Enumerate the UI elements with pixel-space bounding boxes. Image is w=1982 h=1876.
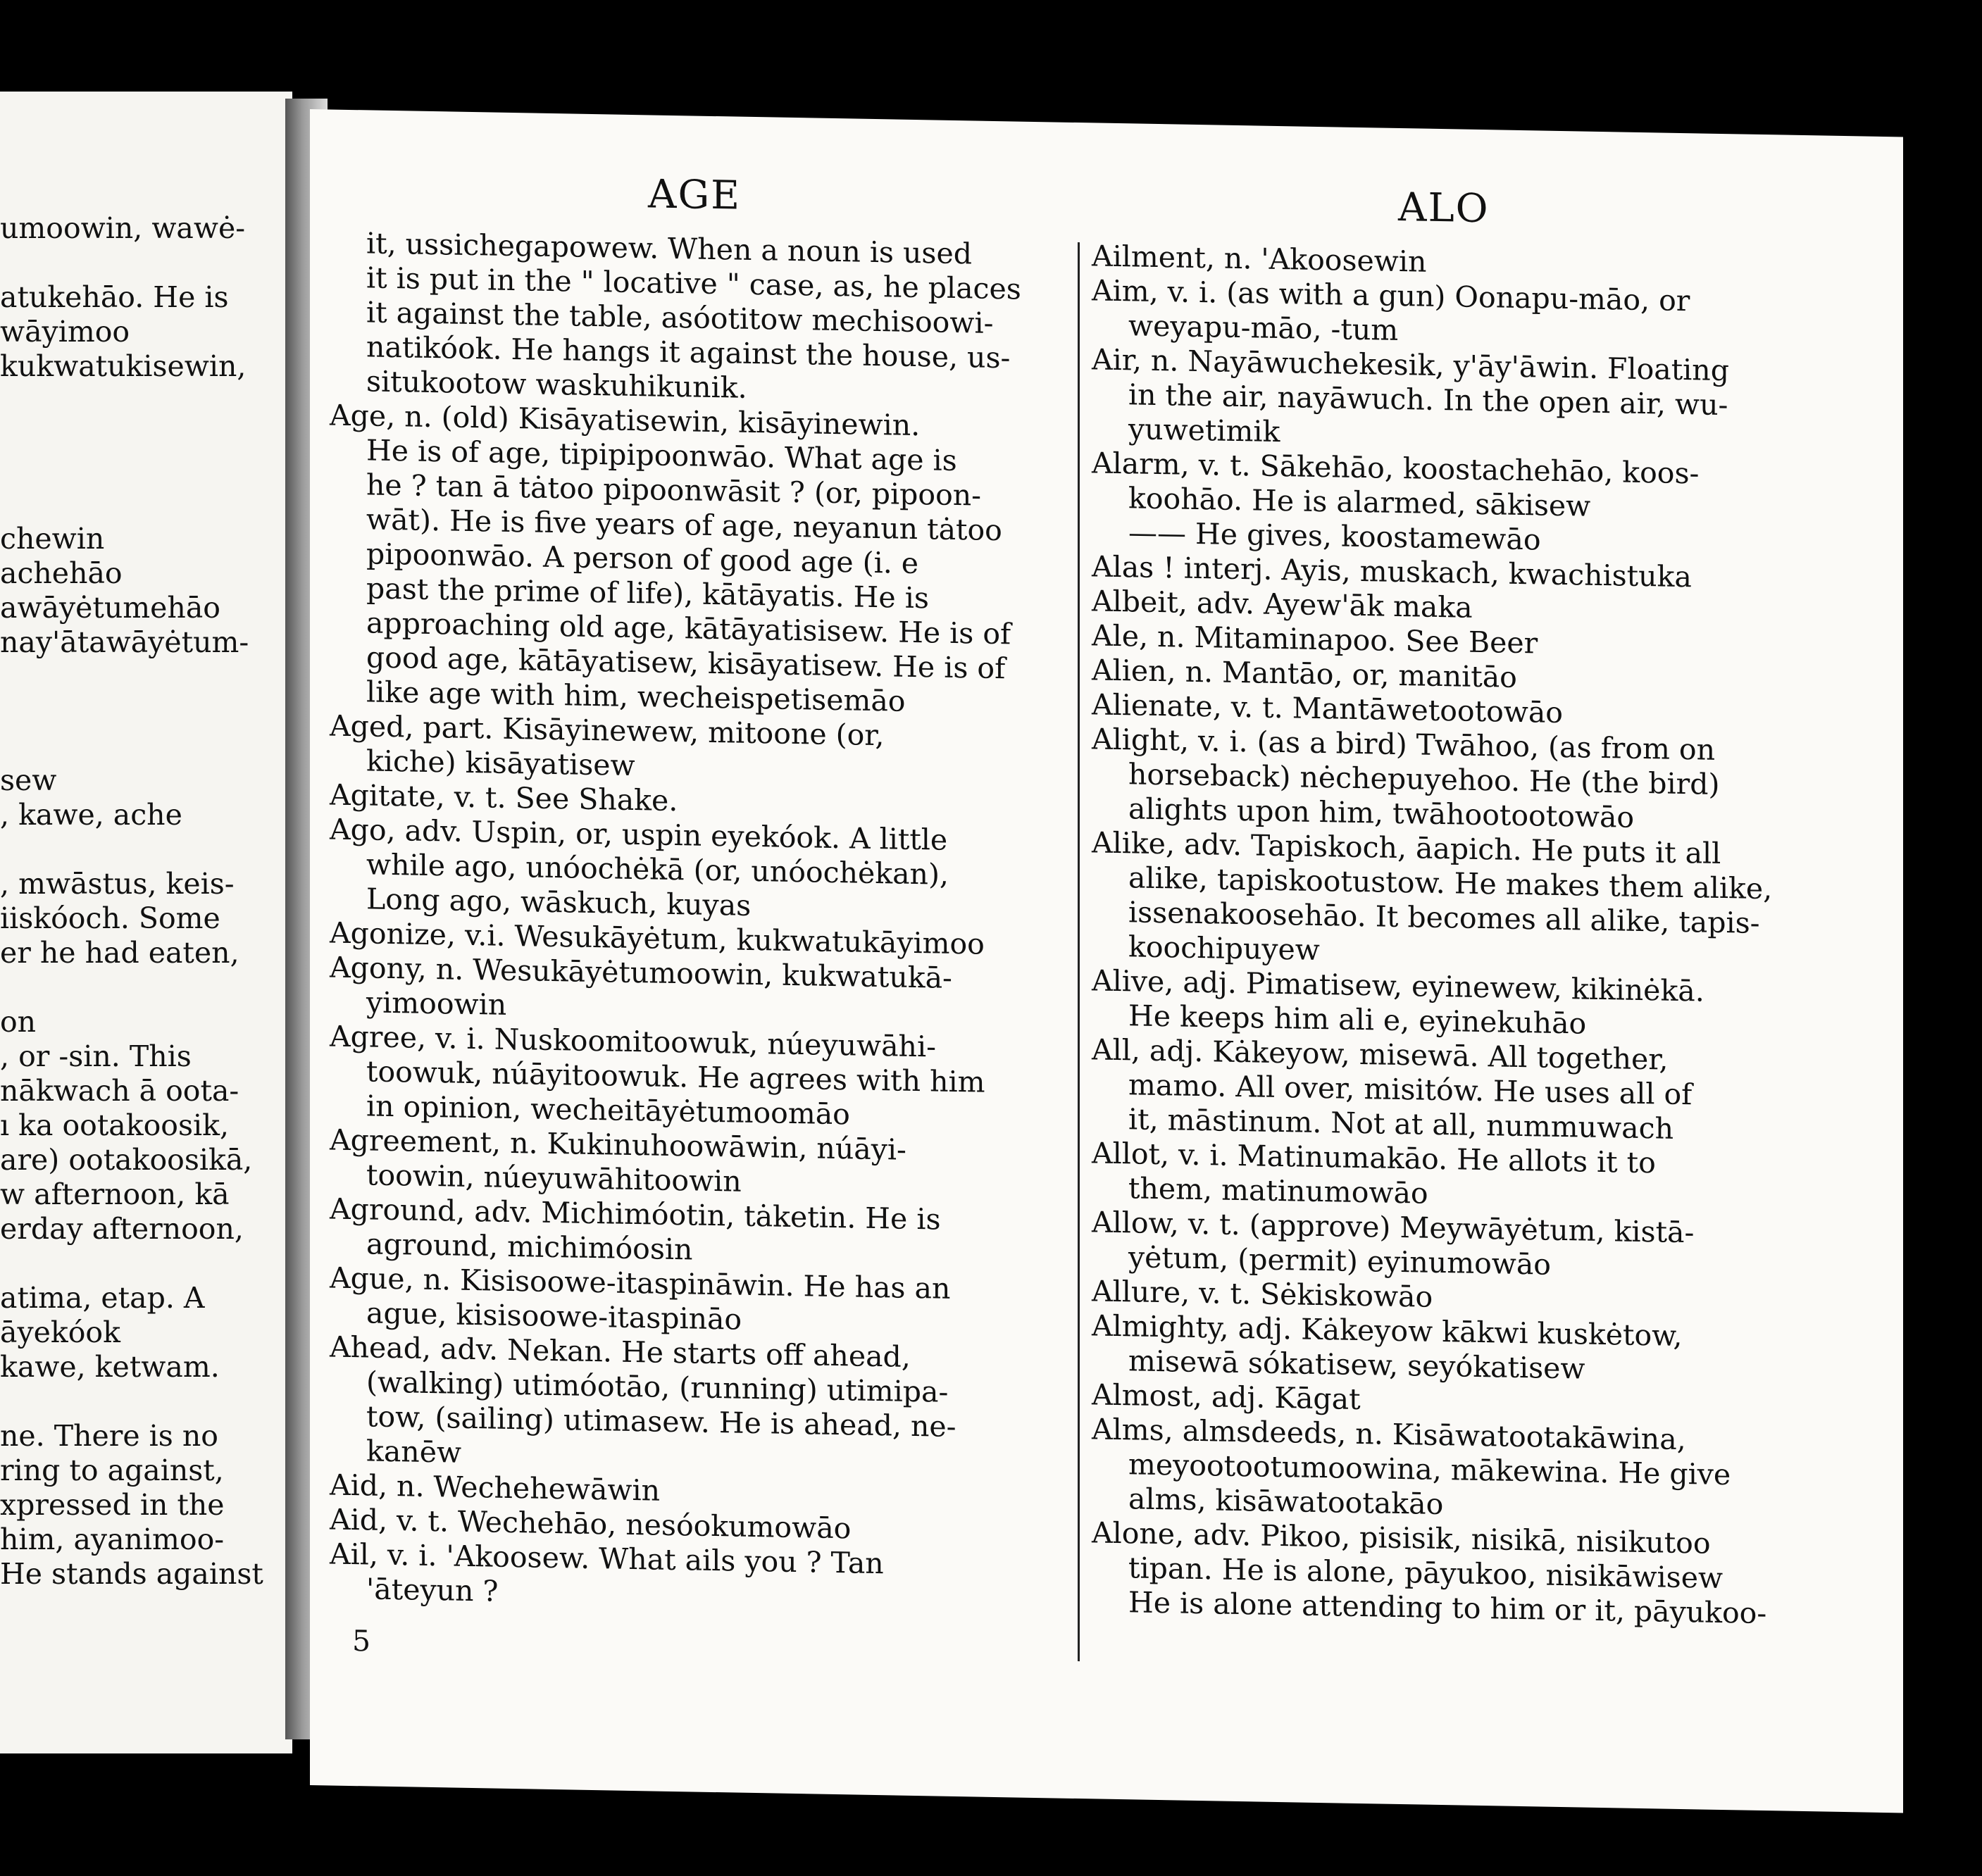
- dictionary-line: wāt). He is five years of age, neyanun tȧtoo: [366, 502, 1002, 548]
- left-page-line: , kawe, ache: [0, 798, 182, 832]
- left-page-line: [0, 246, 268, 280]
- dictionary-line: All, adj. Kȧkeyow, misewā. All together,: [1092, 1032, 1669, 1077]
- dictionary-line: yimoowin: [366, 985, 507, 1022]
- left-page-line: ne. There is no: [0, 1419, 218, 1453]
- left-page-line: [0, 729, 268, 763]
- dictionary-line: Aim, v. i. (as with a gun) Oonapu-māo, or: [1092, 273, 1690, 318]
- left-page-line: ring to against,: [0, 1453, 224, 1487]
- left-page-line: [0, 660, 268, 694]
- dictionary-line: it, māstinum. Not at all, nummuwach: [1128, 1102, 1674, 1146]
- dictionary-line: He keeps him ali e, eyinekuhāo: [1128, 999, 1587, 1041]
- dictionary-line: in opinion, wecheitāyėtumoomāo: [366, 1089, 850, 1132]
- dictionary-line: it is put in the " locative " case, as, he places: [366, 261, 1021, 306]
- dictionary-line: Alms, almsdeeds, n. Kisāwatootakāwina,: [1092, 1412, 1686, 1457]
- dictionary-line: pipoonwāo. A person of good age (i. e: [366, 537, 919, 581]
- left-page-line: [0, 384, 268, 418]
- dictionary-line: Alight, v. i. (as a bird) Twāhoo, (as from on: [1092, 722, 1716, 767]
- dictionary-line: alights upon him, twāhootootowāo: [1128, 792, 1635, 834]
- dictionary-line: Ahead, adv. Nekan. He starts off ahead,: [330, 1330, 911, 1374]
- left-page-line: nākwach ā oota-: [0, 1074, 239, 1108]
- left-page-line: , mwāstus, keis-: [0, 867, 235, 901]
- dictionary-line: tow, (sailing) utimasew. He is ahead, ne-: [366, 1399, 956, 1444]
- left-page-line: [0, 1384, 268, 1419]
- left-page-line: [0, 694, 268, 729]
- dictionary-line: Allot, v. i. Matinumakāo. He allots it to: [1092, 1136, 1656, 1180]
- dictionary-line: Ago, adv. Uspin, or, uspin eyekóok. A little: [330, 812, 948, 857]
- left-page-line: him, ayanimoo-: [0, 1522, 225, 1556]
- dictionary-line: Agitate, v. t. See Shake.: [330, 777, 678, 818]
- dictionary-line: Almighty, adj. Kȧkeyow kākwi kuskėtow,: [1092, 1308, 1683, 1353]
- left-page-line: atima, etap. A: [0, 1281, 205, 1315]
- dictionary-line: Agreement, n. Kukinuhoowāwin, núāyi-: [330, 1123, 906, 1167]
- dictionary-line: Aid, n. Wechehewāwin: [330, 1468, 661, 1508]
- dictionary-line: Allow, v. t. (approve) Meywāyėtum, kistā-: [1092, 1205, 1695, 1250]
- left-page-line: [0, 970, 268, 1005]
- dictionary-line: Age, n. (old) Kisāyatisewin, kisāyinewin.: [330, 398, 921, 443]
- dictionary-line: in the air, nayāwuch. In the open air, wu-: [1128, 377, 1728, 423]
- dictionary-line: tipan. He is alone, pāyukoo, nisikāwisew: [1128, 1551, 1724, 1596]
- dictionary-line: mamo. All over, misitów. He uses all of: [1128, 1068, 1693, 1112]
- dictionary-line: Ailment, n. 'Akoosewin: [1092, 239, 1427, 279]
- left-page-line: nay'ātawāyėtum-: [0, 625, 249, 659]
- dictionary-line: meyootootumoowina, mākewina. He give: [1128, 1447, 1731, 1492]
- dictionary-line: —— He gives, koostamewāo: [1128, 515, 1541, 557]
- dictionary-line: he ? tan ā tȧtoo pipoonwāsit ? (or, pipoon-: [366, 468, 982, 513]
- dictionary-line: misewā sókatisew, seyókatisew: [1128, 1344, 1585, 1386]
- column-divider: [1078, 242, 1080, 1661]
- dictionary-line: Aged, part. Kisāyinewew, mitoone (or,: [330, 708, 885, 753]
- left-page-line: xpressed in the: [0, 1488, 225, 1522]
- dictionary-line: Ale, n. Mitaminapoo. See Beer: [1092, 618, 1538, 661]
- left-page-line: He stands against: [0, 1557, 263, 1591]
- left-page-line: sew: [0, 763, 57, 797]
- dictionary-line: it, ussichegapowew. When a noun is used: [366, 226, 972, 271]
- dictionary-line: Alien, n. Mantāo, or, manitāo: [1092, 653, 1517, 694]
- dictionary-line: (walking) utimóotāo, (running) utimipa-: [366, 1365, 949, 1409]
- left-page-line: on: [0, 1005, 37, 1039]
- left-page-line: wāyimoo: [0, 315, 130, 349]
- dictionary-line: ague, kisisoowe-itaspināo: [366, 1296, 742, 1337]
- left-page-line: kukwatukisewin,: [0, 349, 247, 383]
- left-page-line: chewin: [0, 522, 105, 556]
- dictionary-line: Long ago, wāskuch, kuyas: [366, 882, 752, 923]
- left-page-line: āyekóok: [0, 1315, 120, 1349]
- dictionary-line: 'āteyun ?: [366, 1572, 499, 1608]
- dictionary-line: Alarm, v. t. Sākehāo, koostachehāo, koos-: [1092, 446, 1700, 491]
- dictionary-line: toowin, núeyuwāhitoowin: [366, 1158, 742, 1199]
- right-page: [310, 109, 1903, 1813]
- dictionary-line: it against the table, asóotitow mechisoowi-: [366, 295, 994, 340]
- left-page-line: atukehāo. He is: [0, 280, 229, 314]
- left-page-line: [0, 453, 268, 487]
- left-page-line: [0, 832, 268, 867]
- dictionary-line: Agonize, v.i. Wesukāyėtum, kukwatukāyimoo: [330, 915, 985, 961]
- left-page-line: er he had eaten,: [0, 936, 239, 970]
- dictionary-line: while ago, unóochėkā (or, unóochėkan),: [366, 847, 949, 892]
- running-header-left: AGE: [648, 171, 742, 219]
- dictionary-line: alms, kisāwatootakāo: [1128, 1482, 1444, 1522]
- dictionary-line: Ail, v. i. 'Akoosew. What ails you ? Tan: [330, 1537, 884, 1581]
- dictionary-line: koohāo. He is alarmed, sākisew: [1128, 481, 1591, 523]
- left-page-line: erday afternoon,: [0, 1212, 244, 1246]
- dictionary-line: Aid, v. t. Wechehāo, nesóokumowāo: [330, 1502, 852, 1546]
- dictionary-line: horseback) nėchepuyehoo. He (the bird): [1128, 757, 1720, 801]
- dictionary-line: He is alone attending to him or it, pāyukoo-: [1128, 1585, 1767, 1631]
- running-header-right: ALO: [1398, 184, 1490, 232]
- left-page-line: umoowin, wawė-: [0, 211, 246, 245]
- left-page-line: kawe, ketwam.: [0, 1350, 220, 1384]
- left-page-line: [0, 1246, 268, 1281]
- dictionary-line: Ague, n. Kisisoowe-itaspināwin. He has an: [330, 1261, 951, 1306]
- dictionary-line: He is of age, tipipipoonwāo. What age is: [366, 433, 957, 478]
- left-page-line: are) ootakoosikā,: [0, 1143, 253, 1177]
- left-page-line: w afternoon, kā: [0, 1177, 230, 1211]
- left-page-line: achehāo: [0, 556, 123, 590]
- dictionary-line: Albeit, adv. Ayew'āk maka: [1092, 584, 1473, 625]
- dictionary-line: weyapu-māo, -tum: [1128, 308, 1399, 347]
- dictionary-column-left: [330, 225, 1066, 1618]
- dictionary-line: natikóok. He hangs it against the house, us-: [366, 330, 1011, 375]
- dictionary-line: approaching old age, kātāyatisisew. He is of: [366, 606, 1011, 651]
- dictionary-line: Agony, n. Wesukāyėtumoowin, kukwatukā-: [330, 950, 952, 995]
- dictionary-line: aground, michimóosin: [366, 1227, 693, 1267]
- dictionary-line: Alone, adv. Pikoo, pisisik, nisikā, nisikutoo: [1092, 1515, 1711, 1561]
- dictionary-line: koochipuyew: [1128, 930, 1320, 968]
- left-page-line: [0, 487, 268, 522]
- dictionary-line: Almost, adj. Kāgat: [1092, 1377, 1361, 1417]
- dictionary-column-right: [1092, 239, 1831, 1632]
- dictionary-line: alike, tapiskootustow. He makes them alike,: [1128, 861, 1773, 906]
- dictionary-line: issenakoosehāo. It becomes all alike, tapis-: [1128, 895, 1760, 940]
- dictionary-line: Alive, adj. Pimatisew, eyinewew, kikinėkā.: [1092, 963, 1704, 1008]
- dictionary-line: like age with him, wecheispetisemāo: [366, 675, 906, 718]
- dictionary-line: Allure, v. t. Sėkiskowāo: [1092, 1274, 1433, 1314]
- left-page-line: , or -sin. This: [0, 1039, 192, 1073]
- dictionary-line: yėtum, (permit) eyinumowāo: [1128, 1240, 1551, 1282]
- left-page: [0, 92, 292, 1753]
- left-page-text-column: [0, 211, 289, 1592]
- dictionary-line: them, matinumowāo: [1128, 1171, 1428, 1211]
- dictionary-line: toowuk, núāyitoowuk. He agrees with him: [366, 1054, 985, 1099]
- page-number: 5: [352, 1624, 371, 1658]
- left-page-line: ı ka ootakoosik,: [0, 1108, 229, 1142]
- dictionary-line: Air, n. Nayāwuchekesik, y'āy'āwin. Floating: [1092, 342, 1729, 388]
- dictionary-line: Agree, v. i. Nuskoomitoowuk, núeyuwāhi-: [330, 1019, 936, 1064]
- dictionary-line: Alas ! interj. Ayis, muskach, kwachistuka: [1092, 549, 1692, 594]
- dictionary-line: yuwetimik: [1128, 412, 1280, 449]
- dictionary-line: kanēw: [366, 1434, 462, 1470]
- dictionary-line: Alike, adv. Tapiskoch, āapich. He puts it all: [1092, 825, 1721, 870]
- left-page-line: [0, 418, 268, 453]
- dictionary-line: kiche) kisāyatisew: [366, 744, 635, 783]
- dictionary-line: good age, kātāyatisew, kisāyatisew. He is of: [366, 640, 1006, 686]
- dictionary-line: Aground, adv. Michimóotin, tȧketin. He is: [330, 1192, 941, 1237]
- dictionary-line: situkootow waskuhikunik.: [366, 364, 747, 405]
- left-page-line: iiskóoch. Some: [0, 901, 220, 935]
- dictionary-line: Alienate, v. t. Mantāwetootowāo: [1092, 687, 1563, 730]
- dictionary-line: past the prime of life), kātāyatis. He is: [366, 571, 929, 615]
- left-page-line: awāyėtumehāo: [0, 591, 220, 625]
